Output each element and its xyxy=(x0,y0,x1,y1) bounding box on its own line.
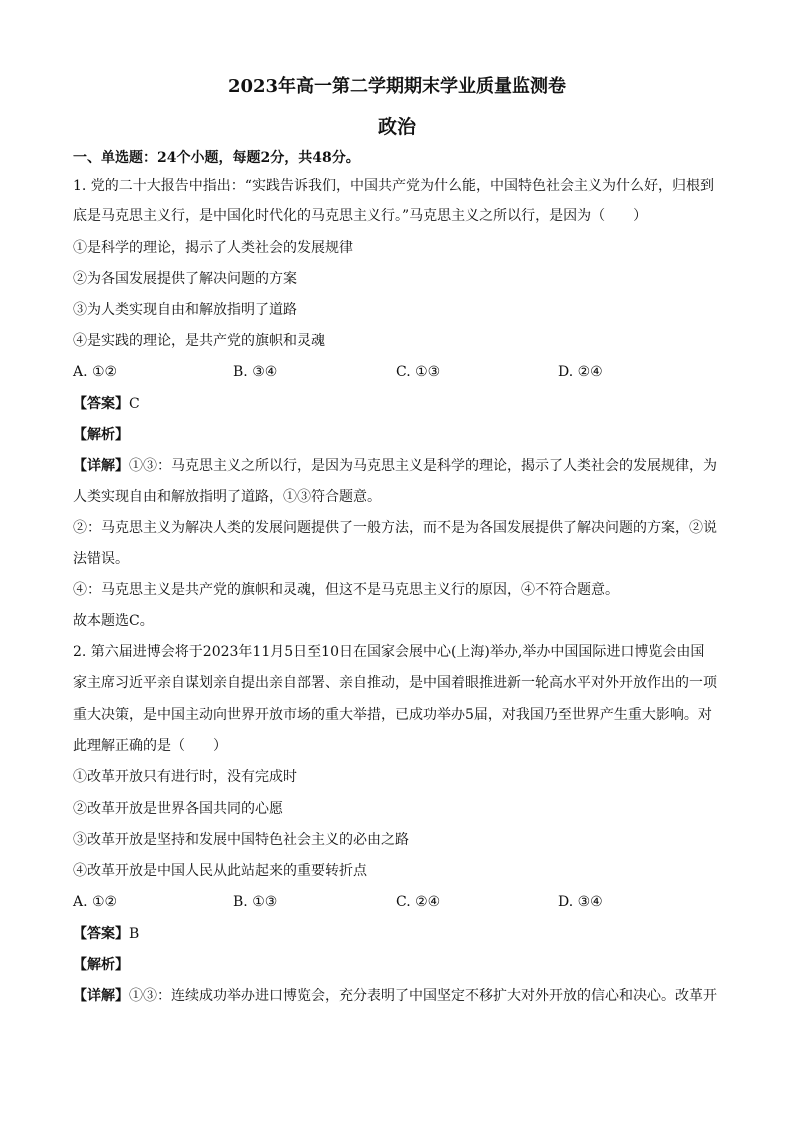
q1-answer: C xyxy=(129,396,140,412)
q1-option-d: D. ②④ xyxy=(558,364,603,380)
q1-option-a: A. ①② xyxy=(73,364,118,380)
q2-answer-row xyxy=(73,924,723,944)
q1-item-3: ③为人类实现自由和解放指明了道路 xyxy=(73,302,297,318)
q1-detail-line-4: 法错误。 xyxy=(73,551,129,567)
q2-option-a: A. ①② xyxy=(73,894,118,910)
q1-option-c: C. ①③ xyxy=(396,364,441,380)
q2-stem-line-1: 2. 第六届进博会将于2023年11月5日至10日在国家会展中心(上海)举办,举办中国国际进口博览会由国 xyxy=(73,644,705,660)
q2-stem-line-4: 此理解正确的是（ ） xyxy=(73,738,227,754)
q1-item-2: ②为各国发展提供了解决问题的方案 xyxy=(73,271,297,287)
q1-detail-text-1: ①③：马克思主义之所以行，是因为马克思主义是科学的理论，揭示了人类社会的发展规律，为 xyxy=(129,458,717,474)
q2-stem-line-2: 家主席习近平亲自谋划亲自提出亲自部署、亲自推动，是中国着眼推进新一轮高水平对外开放作出的一项 xyxy=(73,675,717,691)
q2-analysis-tag: 【解析】 xyxy=(73,957,129,973)
q2-detail-line-1 xyxy=(73,986,723,1006)
q2-option-b: B. ①③ xyxy=(233,894,278,910)
q1-stem-line-2: 底是马克思主义行，是中国化时代化的马克思主义行。”马克思主义之所以行，是因为（ ） xyxy=(73,208,648,224)
q2-detail-tag: 【详解】 xyxy=(73,988,129,1004)
q2-item-1: ①改革开放只有进行时，没有完成时 xyxy=(73,769,297,785)
q1-answer-row xyxy=(73,394,723,414)
q1-option-b: B. ③④ xyxy=(233,364,278,380)
q1-detail-line-5: ④：马克思主义是共产党的旗帜和灵魂，但这不是马克思主义行的原因，④不符合题意。 xyxy=(73,582,619,598)
q1-answer-tag: 【答案】 xyxy=(73,396,129,412)
q1-stem-line-1: 1. 党的二十大报告中指出：“实践告诉我们，中国共产党为什么能，中国特色社会主义为什么好，归根到 xyxy=(73,178,714,194)
q2-option-c: C. ②④ xyxy=(396,894,441,910)
section-heading: 一、单选题：24个小题，每题2分，共48分。 xyxy=(73,150,360,166)
q1-detail-line-3: ②：马克思主义为解决人类的发展问题提供了一般方法，而不是为各国发展提供了解决问题的方案，②说 xyxy=(73,520,717,536)
q2-item-4: ④改革开放是中国人民从此站起来的重要转折点 xyxy=(73,863,367,879)
q1-item-4: ④是实践的理论，是共产党的旗帜和灵魂 xyxy=(73,333,325,349)
exam-subject: 政治 xyxy=(377,116,416,138)
q1-detail-tag: 【详解】 xyxy=(73,458,129,474)
q2-option-d: D. ③④ xyxy=(558,894,603,910)
q1-item-1: ①是科学的理论，揭示了人类社会的发展规律 xyxy=(73,240,353,256)
q2-stem-line-3: 重大决策，是中国主动向世界开放市场的重大举措，已成功举办5届，对我国乃至世界产生重大影响。对 xyxy=(73,707,712,723)
q1-detail-line-2: 人类实现自由和解放指明了道路，①③符合题意。 xyxy=(73,489,381,505)
exam-title: 2023年高一第二学期期末学业质量监测卷 xyxy=(227,76,567,97)
q1-conclusion: 故本题选C。 xyxy=(73,613,154,629)
q1-analysis-tag: 【解析】 xyxy=(73,427,129,443)
q2-answer: B xyxy=(129,926,140,942)
q2-item-2: ②改革开放是世界各国共同的心愿 xyxy=(73,801,283,817)
q2-answer-tag: 【答案】 xyxy=(73,926,129,942)
q1-detail-line-1 xyxy=(73,456,723,476)
q2-detail-text-1: ①③：连续成功举办进口博览会，充分表明了中国坚定不移扩大对外开放的信心和决心。改革开 xyxy=(129,988,717,1004)
q2-item-3: ③改革开放是坚持和发展中国特色社会主义的必由之路 xyxy=(73,832,409,848)
